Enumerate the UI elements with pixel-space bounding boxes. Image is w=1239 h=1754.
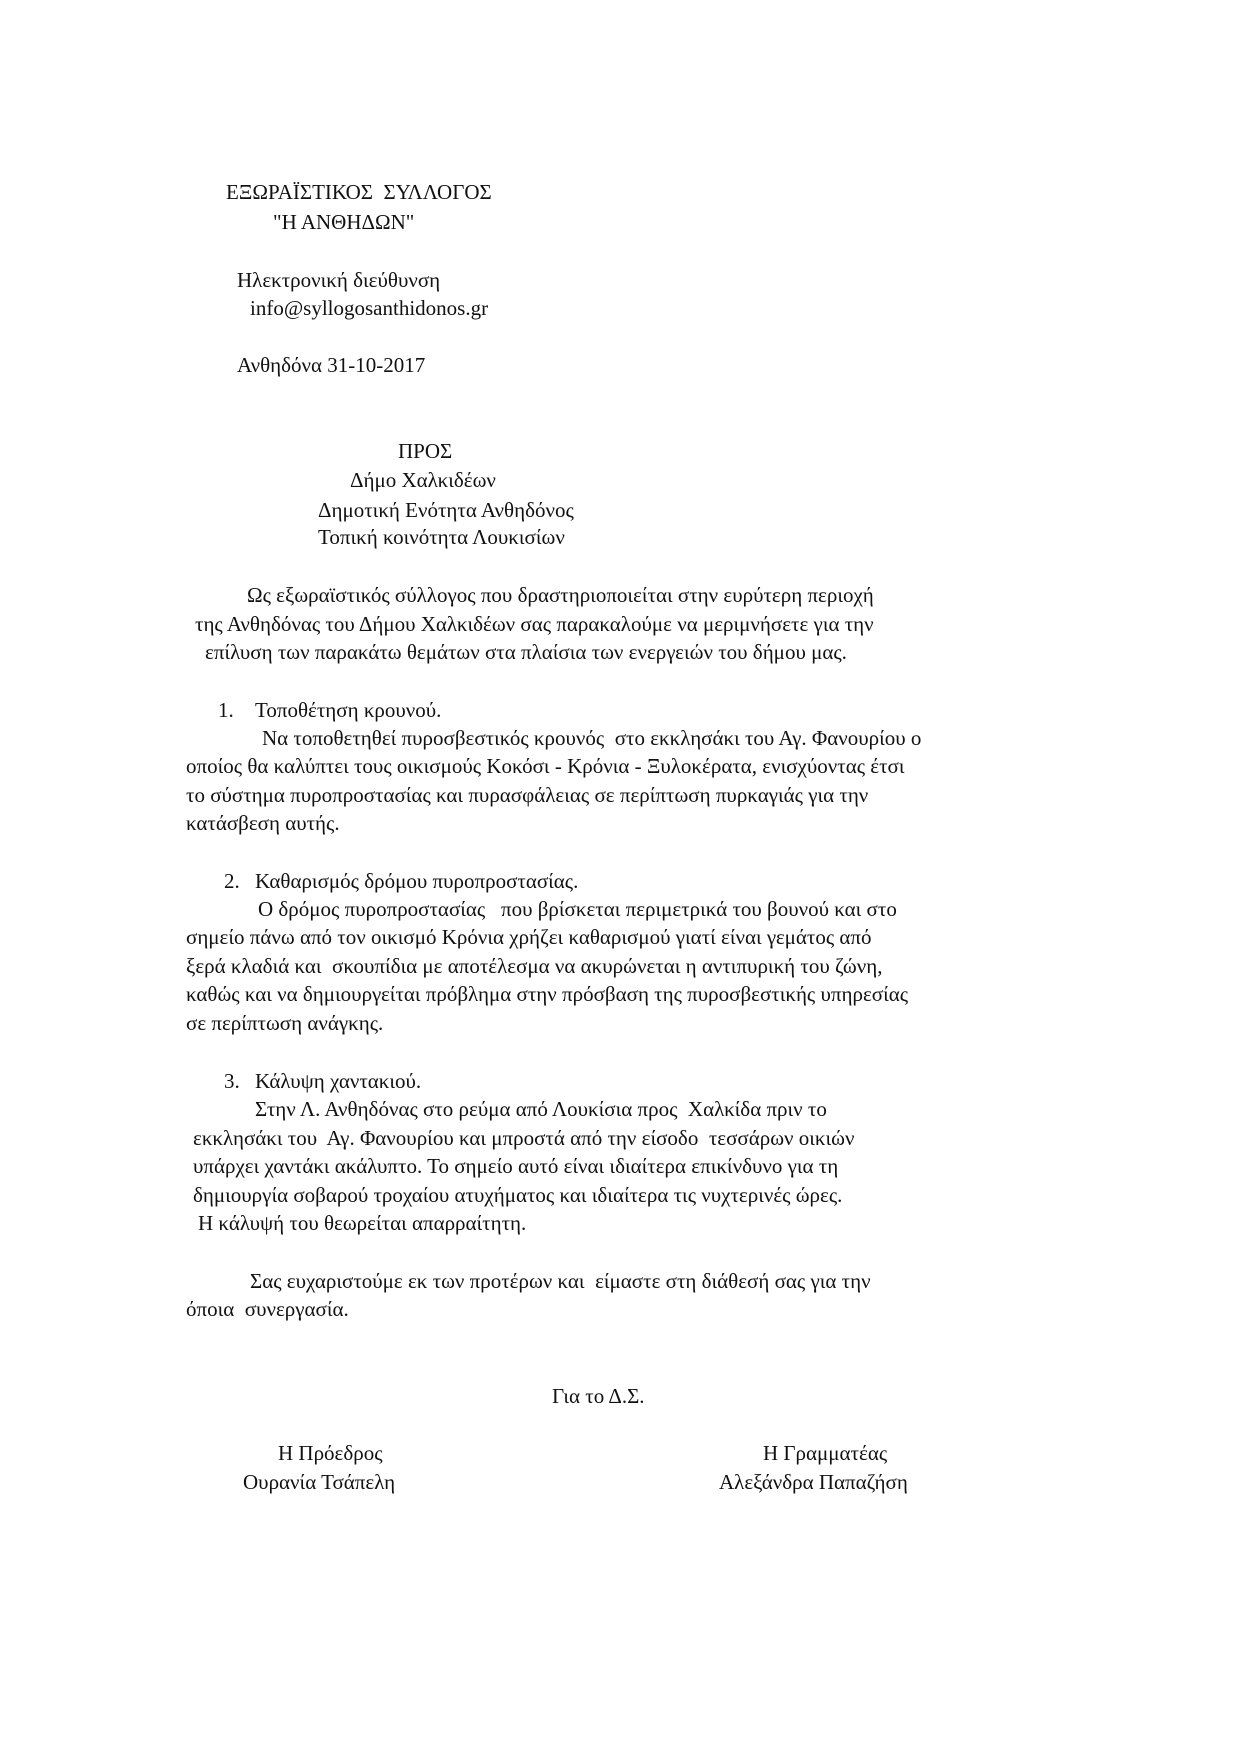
item-2-line-2: σημείο πάνω από τον οικισμό Κρόνια χρήζει καθαρισμού γιατί είναι γεμάτος από xyxy=(186,925,872,949)
item-3-title: Κάλυψη χαντακιού. xyxy=(255,1069,422,1093)
item-3-line-4: δημιουργία σοβαρού τροχαίου ατυχήματος και ιδιαίτερα τις νυχτερινές ώρες. xyxy=(193,1183,843,1207)
recipient-line-2: Δημοτική Ενότητα Ανθηδόνος xyxy=(318,498,574,522)
organization-subname: "Η ΑΝΘΗΔΩΝ" xyxy=(273,210,415,234)
item-3-line-1: Στην Λ. Ανθηδόνας στο ρεύμα από Λουκίσια προς Χαλκίδα πριν το xyxy=(255,1097,827,1121)
intro-line-2: της Ανθηδόνας του Δήμου Χαλκιδέων σας παρακαλούμε να μεριμνήσετε για την xyxy=(195,612,874,636)
item-2-line-3: ξερά κλαδιά και σκουπίδια με αποτέλεσμα να ακυρώνεται η αντιπυρική του ζώνη, xyxy=(186,954,883,978)
closing-line-2: όποια συνεργασία. xyxy=(186,1297,349,1321)
recipient-to-label: ΠΡΟΣ xyxy=(398,439,453,463)
recipient-line-3: Τοπική κοινότητα Λουκισίων xyxy=(318,525,565,549)
item-1-number: 1. xyxy=(218,698,234,722)
item-3-line-3: υπάρχει χαντάκι ακάλυπτο. Το σημείο αυτό είναι ιδιαίτερα επικίνδυνο για τη xyxy=(193,1154,839,1178)
closing-line-1: Σας ευχαριστούμε εκ των προτέρων και είμαστε στη διάθεσή σας για την xyxy=(250,1269,871,1293)
item-2-line-1: Ο δρόμος πυροπροστασίας που βρίσκεται περιμετρικά του βουνού και στο xyxy=(258,897,897,921)
intro-line-1: Ως εξωραϊστικός σύλλογος που δραστηριοποιείται στην ευρύτερη περιοχή xyxy=(247,583,874,607)
item-1-line-2: οποίος θα καλύπτει τους οικισμούς Κοκόσι - Κρόνια - Ξυλοκέρατα, ενισχύοντας έτσι xyxy=(186,754,905,778)
email-address: info@syllogosanthidonos.gr xyxy=(250,296,489,320)
item-2-number: 2. xyxy=(224,869,240,893)
board-label: Για το Δ.Σ. xyxy=(552,1384,645,1408)
secretary-name: Αλεξάνδρα Παπαζήση xyxy=(719,1470,908,1494)
item-3-line-5: Η κάλυψή του θεωρείται απαρραίτητη. xyxy=(198,1211,527,1235)
item-2-title: Καθαρισμός δρόμου πυροπροστασίας. xyxy=(255,869,579,893)
item-3-number: 3. xyxy=(224,1069,240,1093)
item-2-line-4: καθώς και να δημιουργείται πρόβλημα στην πρόσβαση της πυροσβεστικής υπηρεσίας xyxy=(186,982,909,1006)
president-title: Η Πρόεδρος xyxy=(278,1441,383,1465)
item-1-line-3: το σύστημα πυροπροστασίας και πυρασφάλειας σε περίπτωση πυρκαγιάς για την xyxy=(186,783,869,807)
president-name: Ουρανία Τσάπελη xyxy=(243,1470,396,1494)
item-1-line-1: Να τοποθετηθεί πυροσβεστικός κρουνός στο εκκλησάκι του Αγ. Φανουρίου ο xyxy=(262,726,922,750)
place-date: Ανθηδόνα 31-10-2017 xyxy=(237,353,426,377)
recipient-line-1: Δήμο Χαλκιδέων xyxy=(350,468,496,492)
item-1-title: Τοποθέτηση κρουνού. xyxy=(255,698,442,722)
item-2-line-5: σε περίπτωση ανάγκης. xyxy=(186,1011,384,1035)
organization-name: ΕΞΩΡΑΪΣΤΙΚΟΣ ΣΥΛΛΟΓΟΣ xyxy=(226,180,492,204)
item-3-line-2: εκκλησάκι του Αγ. Φανουρίου και μπροστά από την είσοδο τεσσάρων οικιών xyxy=(193,1126,855,1150)
item-1-line-4: κατάσβεση αυτής. xyxy=(186,811,340,835)
intro-line-3: επίλυση των παρακάτω θεμάτων στα πλαίσια των ενεργειών του δήμου μας. xyxy=(205,640,847,664)
email-label: Ηλεκτρονική διεύθυνση xyxy=(237,268,441,292)
secretary-title: Η Γραμματέας xyxy=(763,1441,888,1465)
